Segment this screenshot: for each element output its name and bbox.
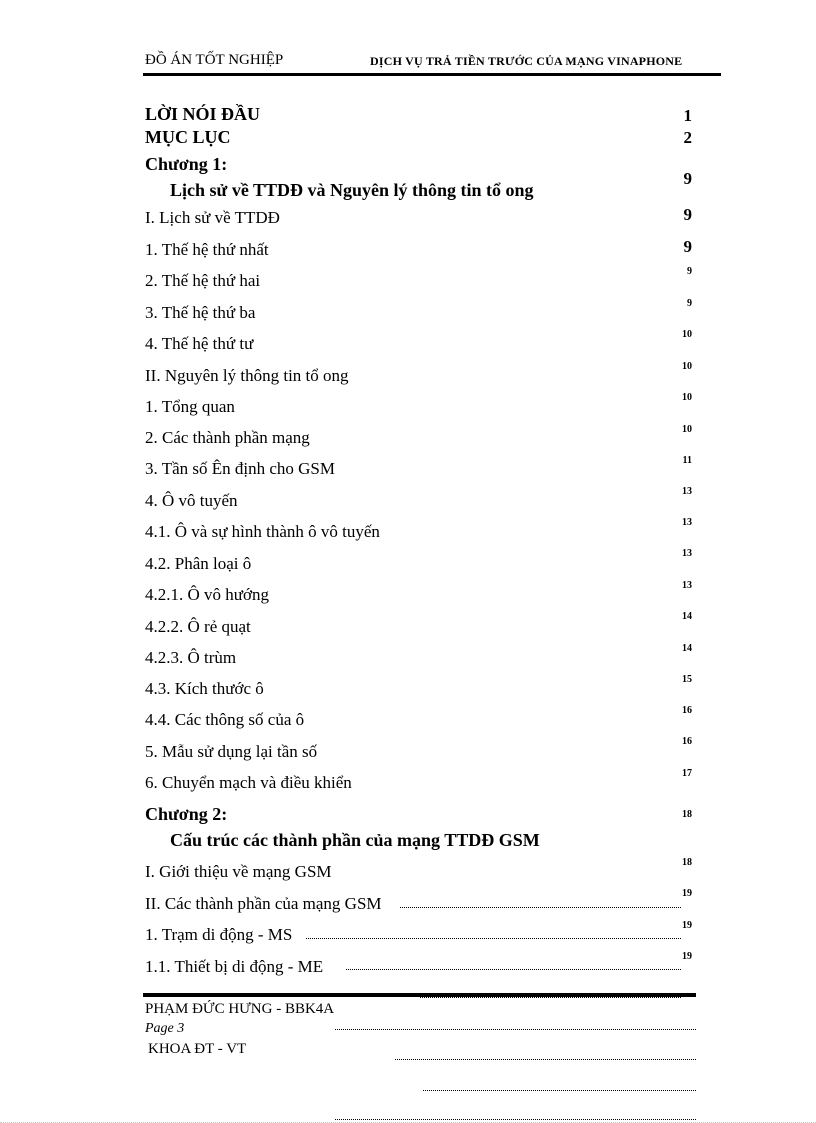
toc-entry-text: II. Các thành phần của mạng GSM <box>145 894 382 913</box>
toc-entry-text: MỤC LỤC <box>145 127 231 147</box>
dot-leader <box>400 907 681 908</box>
toc-entry-page: 10 <box>682 424 692 435</box>
toc-chapter-heading: Chương 2: <box>145 804 228 824</box>
toc-entry-text: 4.2. Phân loại ô <box>145 554 252 573</box>
toc-entry-page: 16 <box>682 736 692 747</box>
toc-entry-page: 13 <box>682 548 692 559</box>
toc-entry-text: LỜI NÓI ĐẦU <box>145 104 261 124</box>
dot-leader <box>420 997 681 998</box>
toc-entry-text: 4.2.1. Ô vô hướng <box>145 585 269 604</box>
header-left-title: ĐỒ ÁN TỐT NGHIỆP <box>145 52 284 68</box>
footer-page-indicator <box>145 1021 184 1037</box>
dot-leader <box>306 938 681 939</box>
toc-entry-page: 19 <box>682 920 692 931</box>
toc-entry-page: 9 <box>683 169 692 188</box>
toc-entry-text: 1. Tổng quan <box>145 397 235 416</box>
header-rule <box>143 73 721 76</box>
toc-entry-page: 9 <box>683 237 692 256</box>
footer-author: PHẠM ĐỨC HƯNG - BBK4A <box>145 1001 335 1017</box>
footer-department: KHOA ĐT - VT <box>148 1041 247 1057</box>
toc-entry-page: 11 <box>682 455 692 466</box>
footer-rule <box>143 993 696 997</box>
toc-entry-text: 5. Mẫu sử dụng lại tần số <box>145 742 318 761</box>
toc-entry-page: 1 <box>683 106 692 125</box>
toc-entry-text: I. Giới thiệu về mạng GSM <box>145 862 332 881</box>
toc-entry-page: 14 <box>682 643 692 654</box>
toc-entry-page: 2 <box>683 128 692 147</box>
toc-entry-page: 18 <box>682 809 692 820</box>
toc-entry-page: 18 <box>682 857 692 868</box>
toc-chapter-title: Cấu trúc các thành phần của mạng TTDĐ GSM <box>170 830 540 850</box>
toc-entry-text: II. Nguyên lý thông tin tổ ong <box>145 366 349 385</box>
header-right-title: DỊCH VỤ TRẢ TIỀN TRƯỚC CỦA MẠNG VINAPHONE <box>370 54 683 68</box>
toc-entry-text: 4.4. Các thông số của ô <box>145 710 305 729</box>
toc-entry-page: 15 <box>682 674 692 685</box>
toc-entry-text: 4. Ô vô tuyến <box>145 491 238 510</box>
toc-chapter-title: Lịch sử về TTDĐ và Nguyên lý thông tin tổ ong <box>170 180 534 200</box>
toc-entry-page: 13 <box>682 486 692 497</box>
toc-entry-text: 1. Thế hệ thứ nhất <box>145 240 269 259</box>
dot-leader <box>423 1090 696 1091</box>
toc-entry-text: 4.3. Kích thước ô <box>145 679 264 698</box>
toc-entry-text: 2. Thế hệ thứ hai <box>145 271 261 290</box>
dot-leader <box>335 1119 696 1120</box>
dot-leader <box>346 969 681 970</box>
toc-entry-page: 13 <box>682 517 692 528</box>
footer-page-label: Page <box>145 1021 174 1036</box>
toc-entry-page: 9 <box>683 205 692 224</box>
toc-entry-text: 3. Thế hệ thứ ba <box>145 303 256 322</box>
toc-entry-page: 19 <box>682 951 692 962</box>
toc-entry-text: 4. Thế hệ thứ tư <box>145 334 254 353</box>
toc-entry-page: 10 <box>682 392 692 403</box>
toc-entry-page: 9 <box>687 266 692 277</box>
toc-entry-page: 9 <box>687 298 692 309</box>
footer-page-number: 3 <box>177 1021 185 1036</box>
toc-chapter-heading: Chương 1: <box>145 154 228 174</box>
toc-entry-page: 10 <box>682 361 692 372</box>
toc-entry-page: 10 <box>682 329 692 340</box>
toc-entry-text: 4.2.3. Ô trùm <box>145 648 237 667</box>
toc-entry-text: I. Lịch sử về TTDĐ <box>145 208 280 227</box>
toc-entry-text: 6. Chuyển mạch và điều khiển <box>145 773 352 792</box>
toc-entry-text: 1.1. Thiết bị di động - ME <box>145 957 324 976</box>
toc-entry-page: 13 <box>682 580 692 591</box>
toc-entry-text: 3. Tần số Ên định cho GSM <box>145 459 335 478</box>
toc-entry-page: 17 <box>682 768 692 779</box>
toc-entry-text: 4.2.2. Ô rẻ quạt <box>145 617 251 636</box>
toc-entry-page: 16 <box>682 705 692 716</box>
dot-leader <box>395 1059 696 1060</box>
toc-entry-page: 14 <box>682 611 692 622</box>
toc-entry-text: 1. Trạm di động - MS <box>145 925 293 944</box>
toc-entry-text: 4.1. Ô và sự hình thành ô vô tuyến <box>145 522 380 541</box>
dot-leader <box>335 1029 696 1030</box>
toc-entry-text: 2. Các thành phần mạng <box>145 428 310 447</box>
toc-entry-page: 19 <box>682 888 692 899</box>
